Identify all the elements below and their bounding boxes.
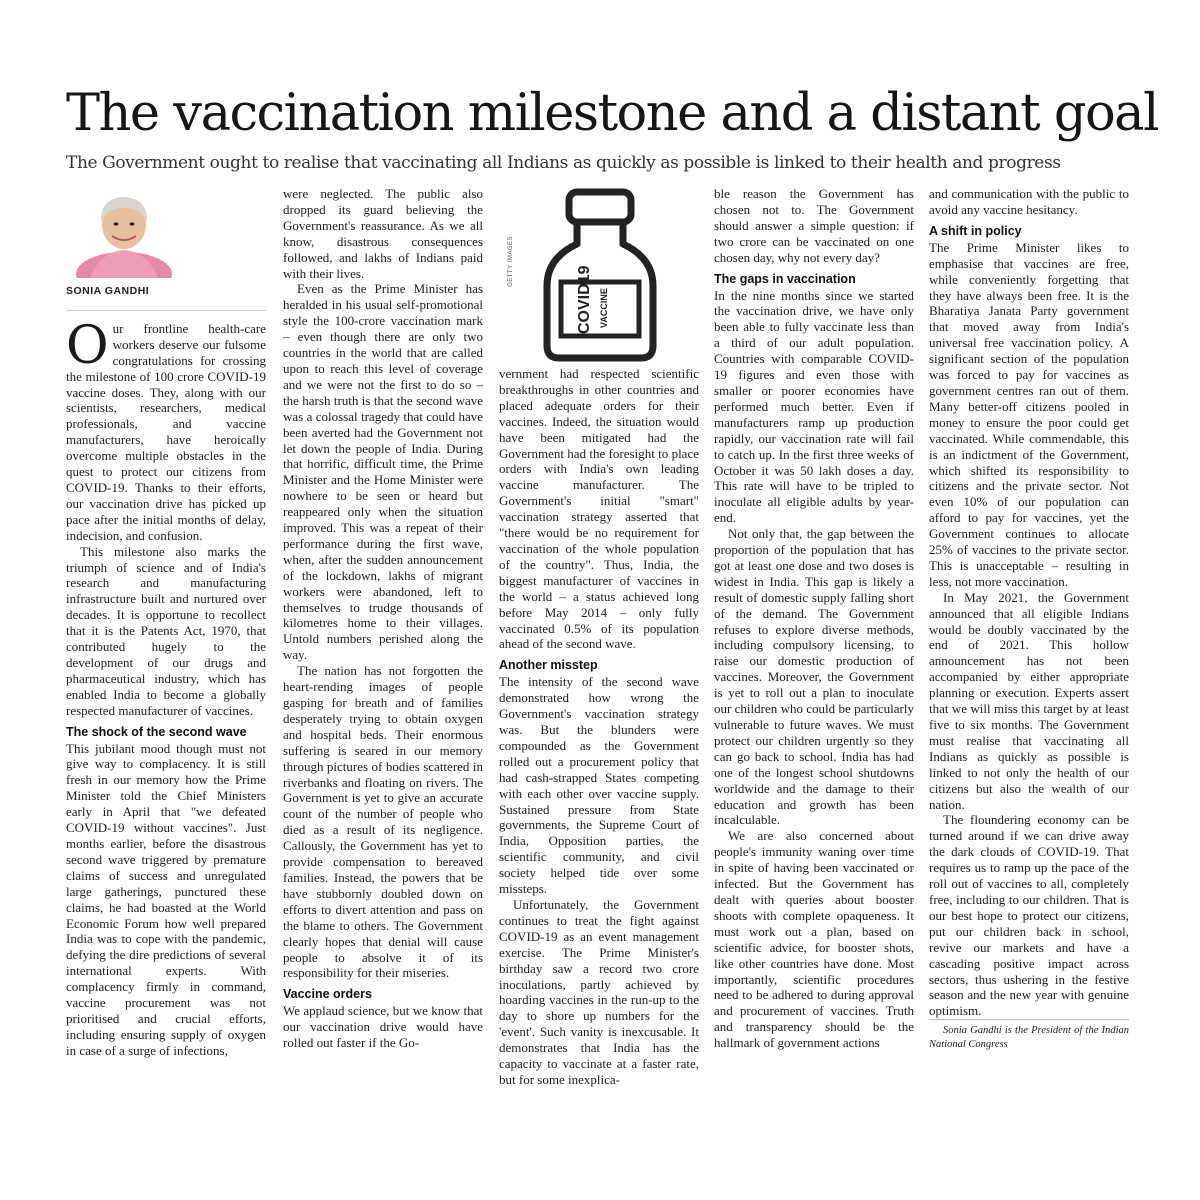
paragraph: The Prime Minister likes to emphasise that vaccines are free, while conveniently forgetting that they have always been free. It is the Bharatiya Janata Party government that moved away from India's universal free vaccination policy. A significant section of the population was forced to pay for vaccines as government centres ran out of them. Many better-off citizens pooled in money to ensure the poor could get vaccinated. While commendable, this is an indictment of the Government, which shifted its responsibility to citizens and the private sector. Not even 10% of our population can afford to pay for vaccines, yet the Government continues to allocate 25% of vaccines to the private sector. This is unacceptable – resulting in less, not more vaccination.	[929, 239, 1129, 589]
column-2	[283, 186, 483, 1051]
author-portrait	[70, 186, 178, 278]
paragraph: This jubilant mood though must not give way to complacency. It is still fresh in our memory how the Prime Minister told the Chief Ministers early in April that "we defeated COVID-19 without vaccines". Just months earlier, before the disastrous second wave triggered by premature claims of success and unregulated large gatherings, punctured these claims, he had boasted at the World Economic Forum how well prepared India was to cope with the pandemic, defying the dire predictions of several international experts. With complacency firmly in command, vaccine procurement was not prioritised and crucial efforts, including ensuring supply of oxygen in case of a surge of infections,	[66, 740, 266, 1058]
column-3	[499, 186, 699, 1088]
image-credit: GETTY IMAGES	[508, 236, 514, 287]
paragraph: and communication with the public to avoid any vaccine hesitancy.	[929, 186, 1129, 217]
vial-label-sub: VACCINE	[599, 288, 609, 328]
paragraph: vernment had respected scientific breakthroughs in other countries and placed adequate orders for their vaccines. Indeed, the situation would have been mitigated had the Government had the foresight to place orders with India's own leading vaccine manufacturer. The Government's initial "smart" vaccination strategy asserted that "there would be no requirement for vaccination of the whole population of the country". Thus, India, the biggest manufacturer of vaccines in the world – a status achieved long before May 2014 – only fully vaccinated 0.5% of its population ahead of the second wave.	[499, 366, 699, 652]
paragraph: Even as the Prime Minister has heralded in his usual self-promotional style the 100-crore vaccination mark – even though there are only two countries in the world that are called upon to reach this level of coverage and we were not the first to do so – the harsh truth is that the second wave was a colossal tragedy that could have been averted had the Government not let down the people of India. During that horrific, difficult time, the Prime Minister and the Home Minister were nowhere to be seen or heard but reappeared only when the situation improved. This was a repeat of their performance during the first wave, when, after the sudden announcement of the lockdown, lakhs of migrant workers were abandoned, left to themselves to trudge thousands of kilometres home to their villages. Untold numbers perished along the way.	[283, 281, 483, 663]
paragraph: The floundering economy can be turned around if we can drive away the dark clouds of COVID-19. That requires us to ramp up the pace of the roll out of vaccines to all, completely free, including to our children. That is our best hope to protect our citizens, put our children back in school, revive our markets and have a cascading positive impact across sectors, thus ushering in the festive season and the new year with genuine optimism.	[929, 812, 1129, 1019]
author-byline: SONIA GANDHI	[66, 285, 150, 297]
paragraph: The nation has not forgotten the heart-rending images of people gasping for breath and of families desperately trying to obtain oxygen and hospital beds. Their enormous suffering is seared in our memory through pictures of bodies scattered in riverbanks and floating on rivers. The Government is yet to give an accurate count of the number of people who died as a result of its negligence. Callously, the Government has yet to provide compensation to bereaved families. Instead, the powers that be have stubbornly doubled down on efforts to divert attention and pass on the blame to others. The Government clearly hopes that denial will cause people to absolve it of its responsibility for their miseries.	[283, 663, 483, 981]
paragraph: were neglected. The public also dropped its guard believing the Government's reassurance. As we all know, disastrous consequences followed, and lakhs of Indians paid with their lives.	[283, 186, 483, 281]
vial-label-main: COVID19	[576, 265, 593, 334]
column-4	[714, 186, 914, 1051]
paragraph: Unfortunately, the Government continues to treat the fight against COVID-19 as an event management exercise. The Prime Minister's birthday saw a record two crore inoculations, partly achieved by hoarding vaccines in the run-up to the day to shore up numbers for the 'event'. Such vanity is inexcusable. It demonstrates that India has the capacity to vaccinate at a faster rate, but for some inexplica-	[499, 897, 699, 1087]
paragraph: We are also concerned about people's immunity waning over time in spite of having been vaccinated or infected. But the Government has dealt with queries about booster shoots with complete opaqueness. It must work out a plan, based on scientific advice, for booster shots, like other countries have done. Most importantly, scientific procedures need to be adhered to during approval and procurement of vaccines. Truth and transparency should be the hallmark of government actions	[714, 828, 914, 1051]
column-1	[66, 186, 266, 1059]
section-heading: Vaccine orders	[283, 987, 372, 1002]
paragraph: In May 2021, the Government announced that all eligible Indians would be doubly vaccinated by the end of 2021. This hollow announcement has not been accompanied by either appropriate planning or execution. Experts assert that we will miss this target by at least five to six months. The Government must realise that vaccinating all Indians as quickly as possible is linked to not only the health of our citizens but also the wealth of our nation.	[929, 589, 1129, 812]
paragraph: ble reason the Government has chosen not to. The Government should answer a simple question: if two crore can be vaccinated on one chosen day, why not every day?	[714, 186, 914, 265]
section-heading: A shift in policy	[929, 223, 1022, 238]
drop-cap: O	[66, 315, 109, 376]
author-note: Sonia Gandhi is the President of the Indian National Congress	[929, 1019, 1129, 1052]
paragraph: The intensity of the second wave demonstrated how wrong the Government's vaccination strategy was. But the blunders were compounded as the Government rolled out a procurement policy that had cash-strapped States competing with each other over vaccine supply. Sustained pressure from State governments, the Supreme Court of India, Opposition parties, the scientific community, and civil society helped tide over some missteps.	[499, 674, 699, 897]
vaccine-illustration	[499, 186, 699, 366]
paragraph: This milestone also marks the triumph of science and of India's research and manufacturing infrastructure built and nurtured over decades. It is opportune to recollect that it is the Patents Act, 1970, that contributed hugely to the development of our drugs and pharmaceutical industry, which has enabled India to become a globally respected manufacturer of vaccines.	[66, 543, 266, 718]
section-heading: The shock of the second wave	[66, 724, 247, 739]
subheadline: The Government ought to realise that vaccinating all Indians as quickly as possible is linked to their health and progress	[66, 153, 1061, 173]
byline-divider	[66, 310, 266, 311]
section-heading: The gaps in vaccination	[714, 271, 856, 286]
section-heading: Another misstep	[499, 658, 598, 673]
paragraph: Our frontline health-care workers deserve our fulsome congratulations for crossing the milestone of 100 crore COVID-19 vaccine doses. They, along with our scientists, researchers, medical professionals, and vaccine manufacturers, have heroically overcome multiple obstacles in the quest to protect our citizens from COVID-19. Thanks to their efforts, our vaccination drive has picked up pace after the initial months of delay, indecision, and confusion.	[66, 315, 266, 543]
paragraph: We applaud science, but we know that our vaccination drive would have rolled out faster if the Go-	[283, 1003, 483, 1051]
headline: The vaccination milestone and a distant goal	[66, 84, 1158, 143]
column-5	[929, 186, 1129, 1052]
vaccine-vial-icon	[539, 186, 659, 364]
paragraph: In the nine months since we started the vaccination drive, we have only been able to fully vaccinate less than a third of our adult population. Countries with comparable COVID-19 figures and even those with smaller or poorer economies have performed much better. Even if manufacturers ramp up production rapidly, our vaccination rate will fail to catch up. In the first three weeks of October it was 50 lakh doses a day. This rate will have to be tripled to inoculate all eligible adults by year-end.	[714, 287, 914, 526]
paragraph: Not only that, the gap between the proportion of the population that has got at least one dose and two doses is widest in India. This gap is likely a result of domestic supply falling short of the demand. The Government refuses to explore diverse methods, including compulsory licensing, to raise our domestic production of vaccines. Moreover, the Government is yet to roll out a plan to inoculate our children who could be particularly vulnerable to future waves. We must protect our children urgently so they can go back to school. India has had one of the longest school shutdowns worldwide and the damage to their education and growth has been incalculable.	[714, 526, 914, 828]
